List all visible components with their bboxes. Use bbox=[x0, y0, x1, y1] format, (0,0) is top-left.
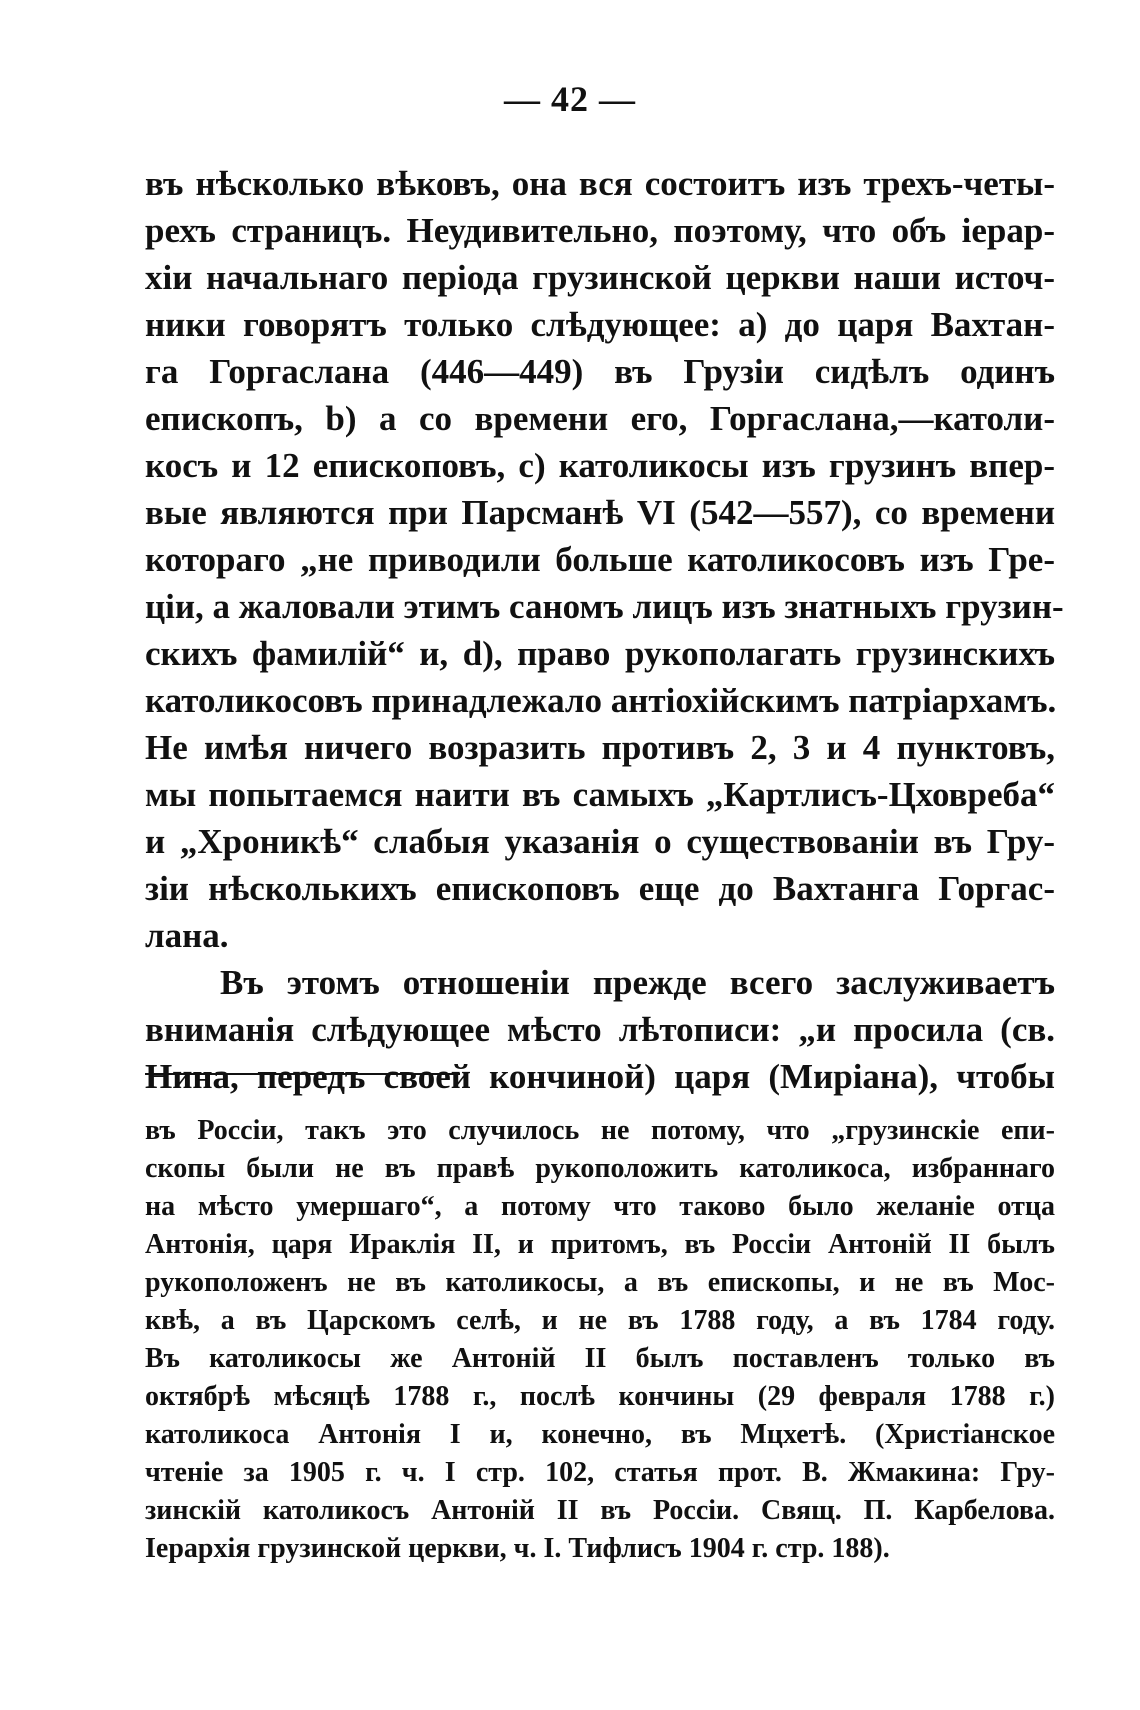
main-text-line: ники говорятъ только слѣдующее: a) до царя Вахтан- bbox=[145, 305, 1055, 344]
main-text-line: Нина, передъ своей кончиной) царя (Миріана), чтобы bbox=[145, 1057, 1055, 1096]
footnote-line: зинскій католикосъ Антоній II въ Россіи. Свящ. П. Карбелова. bbox=[145, 1495, 1055, 1526]
footnote-line: католикоса Антонія I и, конечно, въ Мцхетѣ. (Христіанское bbox=[145, 1419, 1055, 1450]
main-text-line: лана. bbox=[145, 916, 229, 955]
footnote-line: октябрѣ мѣсяцѣ 1788 г., послѣ кончины (29 февраля 1788 г.) bbox=[145, 1381, 1055, 1412]
main-text-line: въ нѣсколько вѣковъ, она вся состоитъ изъ трехъ-четы- bbox=[145, 164, 1055, 203]
footnote-line: въ Россіи, такъ это случилось не потому, что „грузинскіе епи- bbox=[145, 1115, 1055, 1146]
main-text-line: и „Хроникѣ“ слабыя указанія о существованіи въ Гру- bbox=[145, 822, 1055, 861]
main-text-line: зіи нѣсколькихъ епископовъ еще до Вахтанга Горгас- bbox=[145, 869, 1055, 908]
footnote bbox=[145, 1112, 1055, 1568]
footnote-line: рукоположенъ не въ католикосы, а въ епископы, и не въ Мос- bbox=[145, 1267, 1055, 1298]
main-text-line: ціи, а жаловали этимъ саномъ лицъ изъ знатныхъ грузин- bbox=[145, 587, 1064, 626]
main-text-line: рехъ страницъ. Неудивительно, поэтому, что объ іерар- bbox=[145, 211, 1055, 250]
page-number: — 42 — bbox=[504, 79, 636, 119]
main-text-line: хіи начальнаго періода грузинской церкви наши источ- bbox=[145, 258, 1055, 297]
footnote-line: квѣ, а въ Царскомъ селѣ, и не въ 1788 году, а въ 1784 году. bbox=[145, 1305, 1055, 1336]
footnote-line: Іерархія грузинской церкви, ч. I. Тифлисъ 1904 г. стр. 188). bbox=[145, 1533, 890, 1564]
main-text-line: скихъ фамилій“ и, d), право рукополагать грузинскихъ bbox=[145, 634, 1055, 673]
main-text-line: епископъ, b) а со времени его, Горгаслана,—католи- bbox=[145, 399, 1055, 438]
footnote-line: на мѣсто умершаго“, а потому что таково было желаніе отца bbox=[145, 1191, 1055, 1222]
footnote-line: чтеніе за 1905 г. ч. I стр. 102, статья прот. В. Жмакина: Гру- bbox=[145, 1457, 1055, 1488]
main-text-line: католикосовъ принадлежало антіохійскимъ патріархамъ. bbox=[145, 681, 1057, 720]
main-text-line: Въ этомъ отношеніи прежде всего заслуживаетъ bbox=[220, 963, 1055, 1002]
main-text-line: га Горгаслана (446—449) въ Грузіи сидѣлъ одинъ bbox=[145, 352, 1055, 391]
main-text-line: косъ и 12 епископовъ, c) католикосы изъ грузинъ впер- bbox=[145, 446, 1055, 485]
footnote-line: Антонія, царя Ираклія II, и притомъ, въ Россіи Антоній II былъ bbox=[145, 1229, 1055, 1260]
footnote-line: скопы были не въ правѣ рукоположить католикоса, избраннаго bbox=[145, 1153, 1055, 1184]
footnote-divider bbox=[145, 1073, 460, 1075]
main-text bbox=[145, 160, 1064, 1100]
footnote-line: Въ католикосы же Антоній II былъ поставленъ только въ bbox=[145, 1343, 1055, 1374]
main-text-line: вниманія слѣдующее мѣсто лѣтописи: „и просила (св. bbox=[145, 1010, 1055, 1049]
main-text-line: котораго „не приводили больше католикосовъ изъ Гре- bbox=[145, 540, 1055, 579]
main-text-line: мы попытаемся наити въ самыхъ „Картлисъ-Цховреба“ bbox=[145, 775, 1055, 814]
main-text-line: Не имѣя ничего возразить противъ 2, 3 и 4 пунктовъ, bbox=[145, 728, 1055, 767]
main-text-line: вые являются при Парсманѣ VI (542—557), со времени bbox=[145, 493, 1055, 532]
